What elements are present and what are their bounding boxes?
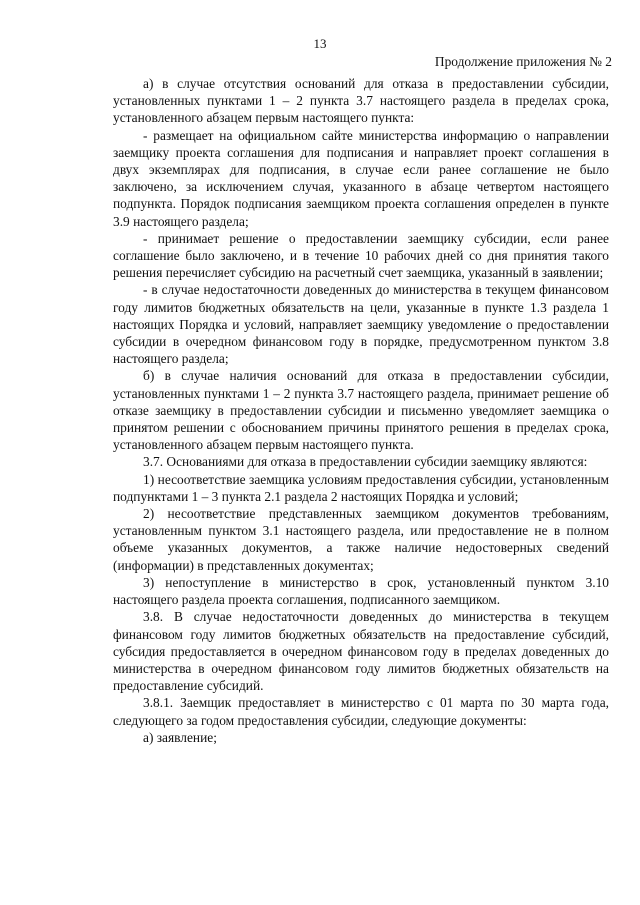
paragraph-dash-publish-info: - размещает на официальном сайте министерства информацию о направлении заемщику проекта соглашения для подписания и направляет проект соглашения в двух экземплярах для подписания, в случае если ранее соглашение не было заключено, за исключением случая, указанного в абзаце четвертом настоящего подпункта. Порядок подписания заемщиком проекта соглашения определен в пункте 3.9 настоящего раздела; [113,127,609,229]
paragraph-3-7-grounds: 3.7. Основаниями для отказа в предоставлении субсидии заемщику являются: [143,454,588,470]
paragraph-3-8-1: 3.8.1. Заемщик предоставляет в министерство с 01 марта по 30 марта года, следующего за годом предоставления субсидии, следующие документы: [113,695,609,728]
paragraph-a-no-grounds: а) в случае отсутствия оснований для отказа в предоставлении субсидии, установленных пунктами 1 – 2 пункта 3.7 настоящего раздела в пределах срока, установленного абзацем первым настоящего пункта: [113,76,609,126]
paragraph-3-8: 3.8. В случае недостаточности доведенных до министерства в текущем финансовом году лимитов бюджетных обязательств на предоставление субсидий, субсидия предоставляется в очередном финансовом году в пределах доведенных до министерства в очередном финансовом году лимитов бюджетных обязательств на предоставление субсидий. [113,609,609,694]
paragraph-dash-insufficient-limits: - в случае недостаточности доведенных до министерства в текущем финансовом году лимитов бюджетных обязательств на цели, указанные в пункте 1.3 раздела 1 настоящих Порядка и условий, направляет заемщику уведомление о предоставлении субсидии в очередном финансовом году в порядке, предусмотренном пунктом 3.8 настоящего раздела; [113,282,609,367]
paragraph-3-7-item-2: 2) несоответствие представленных заемщиком документов требованиям, установленным пунктом 3.1 настоящего раздела, или предоставление не в полном объеме указанных документов, а также наличие недостоверных сведений (информации) в представленных документах; [113,506,609,573]
appendix-continuation-note: Продолжение приложения № 2 [434,54,612,69]
paragraph-dash-grant-decision: - принимает решение о предоставлении заемщику субсидии, если ранее соглашение было заключено, и в течение 10 рабочих дней со дня принятия такого решения перечисляет субсидию на расчетный счет заемщика, указанный в заявлении; [113,230,609,281]
paragraph-a-application: а) заявление; [143,729,217,745]
page-number: 13 [313,36,327,51]
paragraph-b-refusal: б) в случае наличия оснований для отказа в предоставлении субсидии, установленных пунктами 1 – 2 пункта 3.7 настоящего раздела, принимает решение об отказе заемщику в предоставлении субсидии и письменно уведомляет заемщика о принятом решении с обоснованием причины принятого решения в пределах срока, установленного абзацем первым настоящего пункта. [113,368,609,453]
paragraph-3-7-item-3: 3) непоступление в министерство в срок, установленный пунктом 3.10 настоящего раздела проекта соглашения, подписанного заемщиком. [113,574,609,608]
paragraph-3-7-item-1: 1) несоответствие заемщика условиям предоставления субсидии, установленным подпунктами 1 – 3 пункта 2.1 раздела 2 настоящих Порядка и условий; [113,471,609,504]
document-body [113,75,609,746]
